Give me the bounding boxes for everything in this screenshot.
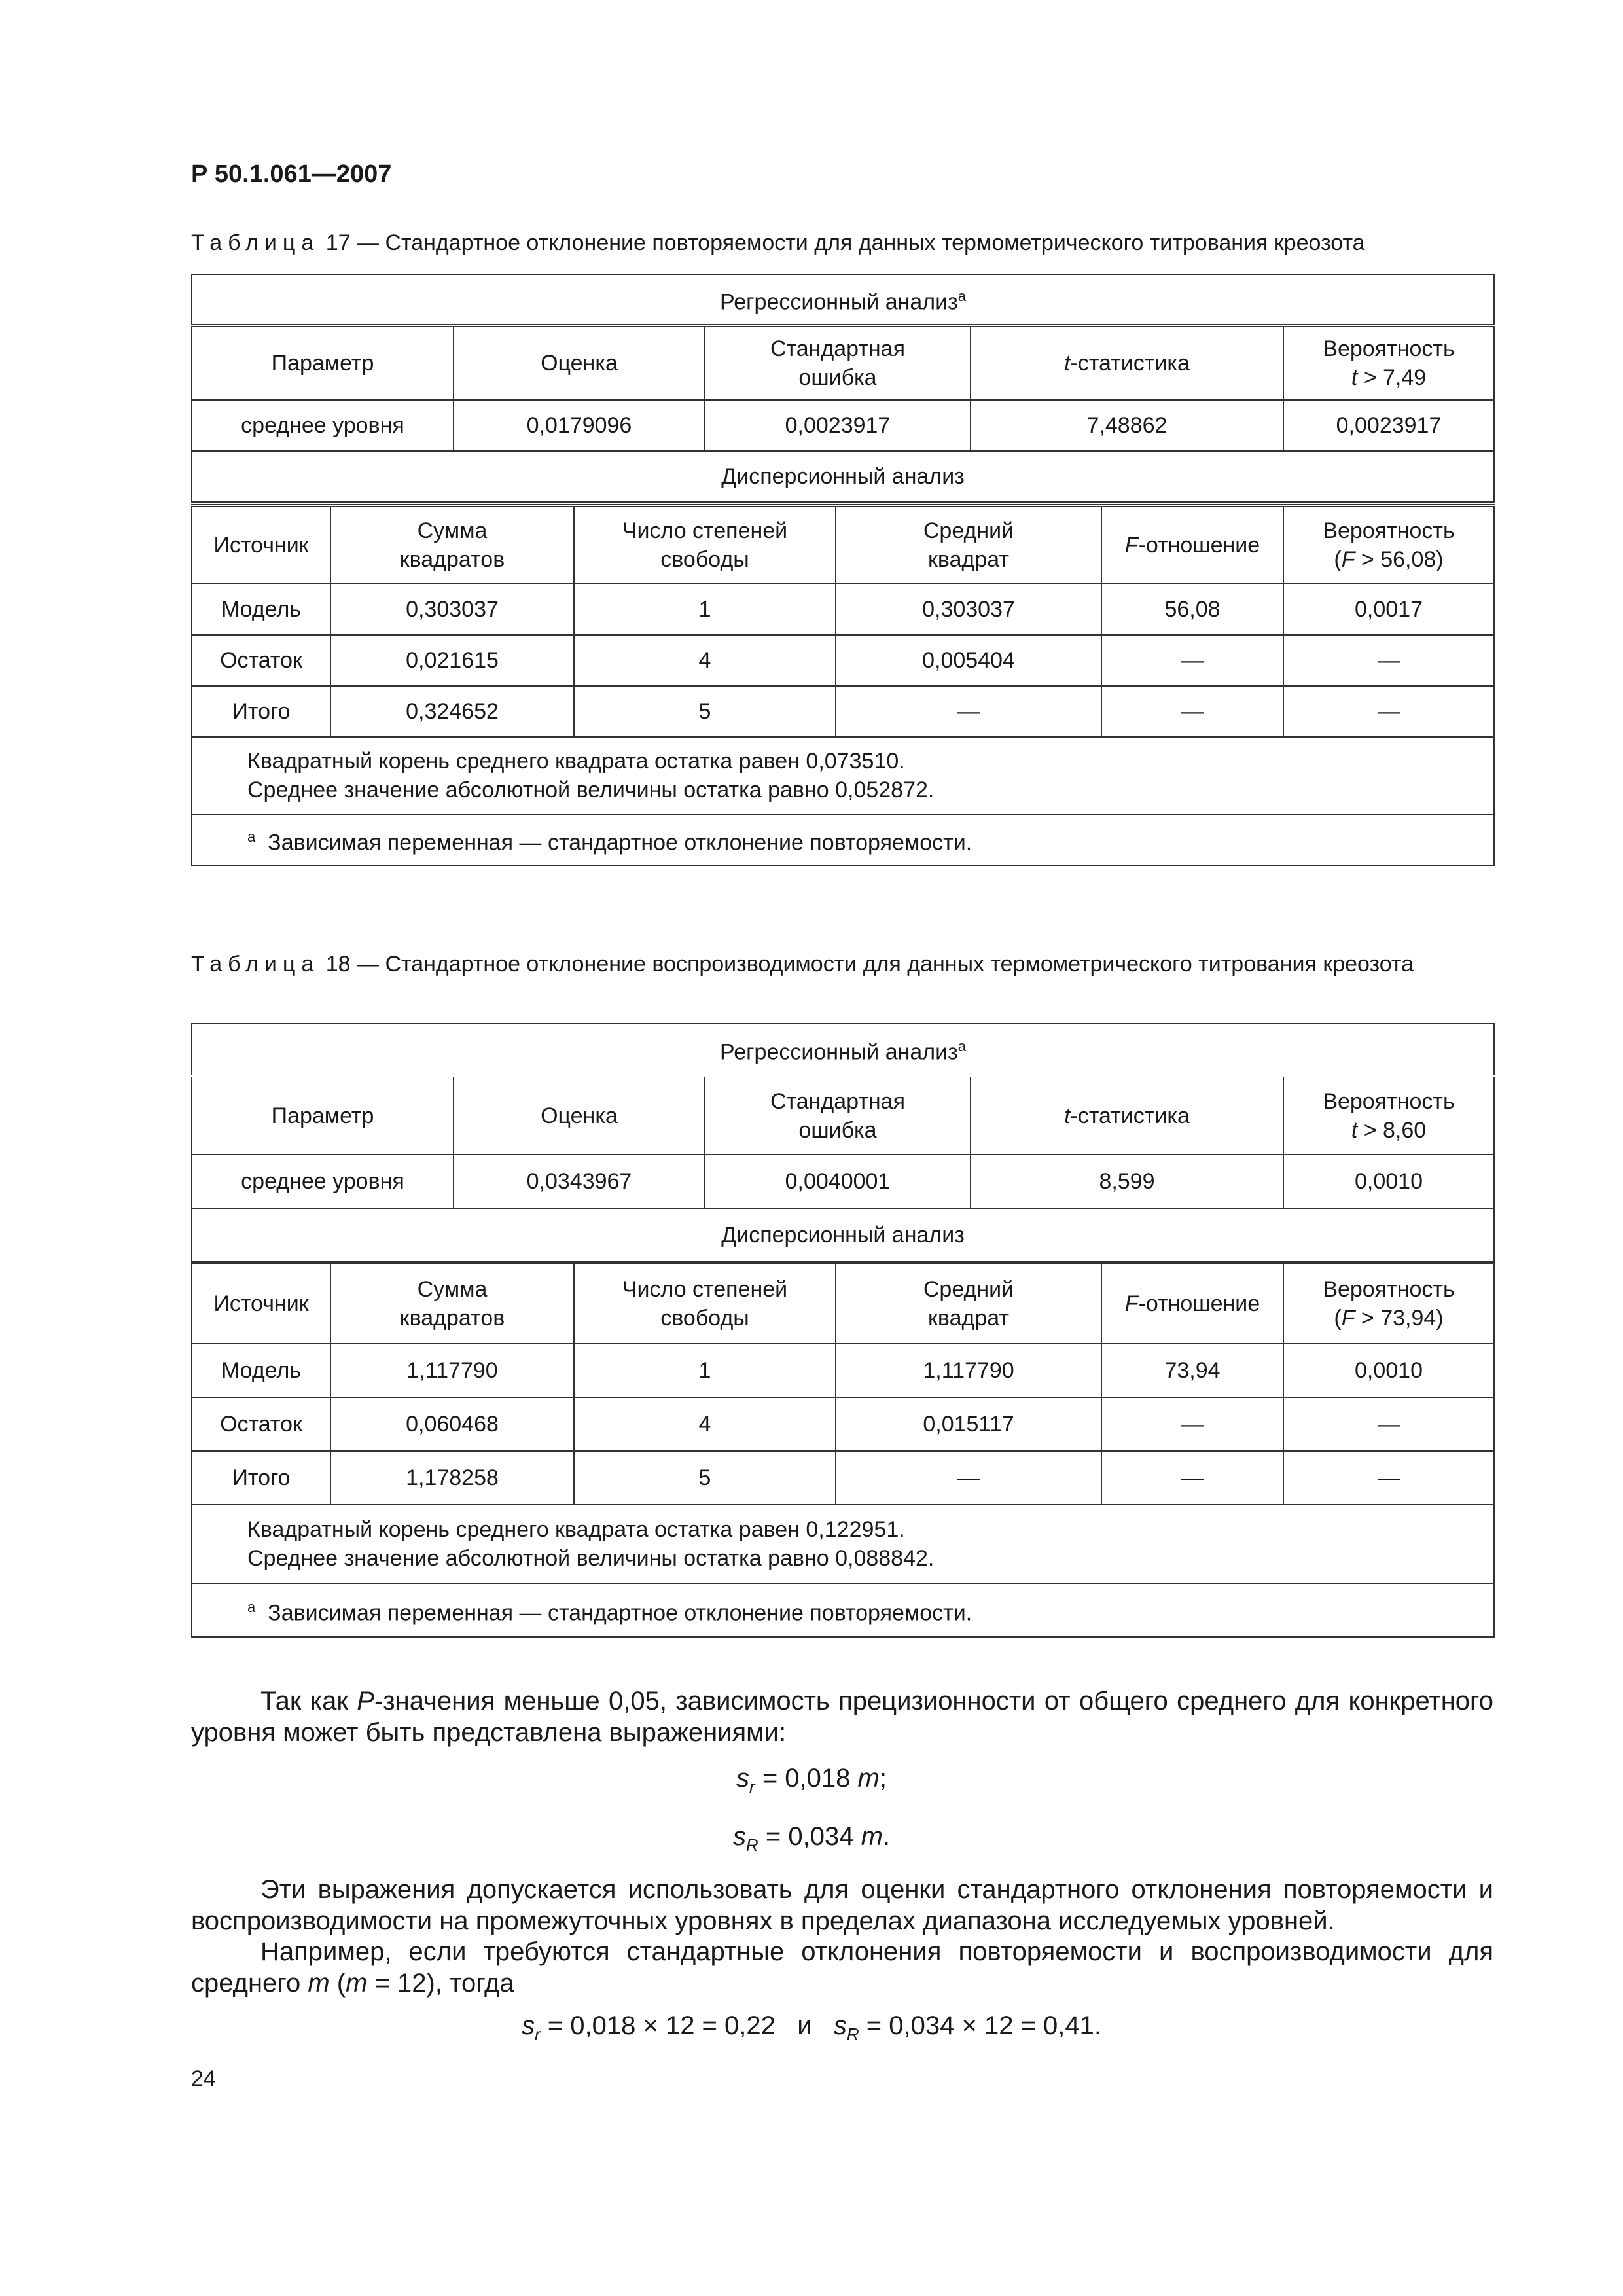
table17-row1-ss: 0,021615 — [330, 635, 574, 686]
table18-caption-label: Таблица — [191, 952, 320, 977]
table18-row2-f: — — [1101, 1451, 1283, 1505]
table18-ss-header: Сумма квадратов — [330, 1263, 574, 1344]
table18-row0-p: 0,0010 — [1283, 1344, 1494, 1397]
table17-t-stat-header: t-статистика — [971, 325, 1283, 400]
table17-estimate-header: Оценка — [454, 325, 705, 400]
table17-param-header: Параметр — [192, 325, 454, 400]
formula-sr: $s_r = 0,018$ m; — [736, 1764, 887, 1797]
table17-row2-ms: — — [836, 686, 1101, 737]
table17-row1-source: Остаток — [192, 635, 330, 686]
table17-reg-estimate: 0,0179096 — [454, 400, 705, 451]
table18-row2-ss: 1,178258 — [330, 1451, 574, 1505]
table18-reg-param: среднее уровня — [192, 1155, 454, 1208]
table18-ms-header: Средний квадрат — [836, 1263, 1101, 1344]
table18-caption-text: 18 — Стандартное отклонение воспроизводимости для данных термометрического титрования креозота — [325, 952, 1414, 977]
table17-reg-t: 7,48862 — [971, 400, 1283, 451]
table17-row2-source: Итого — [192, 686, 330, 737]
table18-caption — [191, 949, 1493, 979]
table18-reg-t: 8,599 — [971, 1155, 1283, 1208]
table17-reg-param: среднее уровня — [192, 400, 454, 451]
table18-reg-estimate: 0,0343967 — [454, 1155, 705, 1208]
table-row — [192, 584, 1494, 635]
table17-note: Квадратный корень среднего квадрата остатка равен 0,073510. Среднее значение абсолютной величины остатка равно 0,052872. — [192, 737, 1494, 814]
table18-row1-p: — — [1283, 1397, 1494, 1451]
table18-anova-prob-header: Вероятность (F > 73,94) — [1283, 1263, 1494, 1344]
table17-row1-df: 4 — [574, 635, 836, 686]
table18-anova-title: Дисперсионный анализ — [192, 1208, 1494, 1262]
table18-f-header: F-отношение — [1101, 1263, 1283, 1344]
table18-estimate-header: Оценка — [454, 1076, 705, 1155]
table18-regression-footnote-mark: a — [957, 1038, 966, 1055]
table17-row1-p: — — [1283, 635, 1494, 686]
table17-df-header: Число степеней свободы — [574, 505, 836, 584]
table17-std-error-header: Стандартная ошибка — [705, 325, 971, 400]
table17-caption-text: 17 — Стандартное отклонение повторяемости для данных термометрического титрования креозота — [325, 230, 1365, 255]
table17-row1-f: — — [1101, 635, 1283, 686]
table17-regression-title-row: Регрессионный анализ$^a$ — [192, 274, 1494, 325]
table18-row2-df: 5 — [574, 1451, 836, 1505]
page-number: 24 — [191, 2066, 216, 2091]
table18-reg-prob: 0,0010 — [1283, 1155, 1494, 1208]
paragraph-p-values: Так как Р-значения меньше 0,05, зависимость прецизионности от общего среднего для конкретного уровня может быть представлена выражениями: — [191, 1687, 1494, 1747]
formula-example: $s_r = 0,018 \times 12 = 0,22$ и $s_R = 0,034 \times 12 = 0,41$. — [522, 2011, 1101, 2044]
table18-reg-se: 0,0040001 — [705, 1155, 971, 1208]
table18-row2-ms: — — [836, 1451, 1101, 1505]
table17-anova-prob-header: Вероятность (F > 56,08) — [1283, 505, 1494, 584]
table18-df-header: Число степеней свободы — [574, 1263, 836, 1344]
table17-anova-title: Дисперсионный анализ — [192, 451, 1494, 502]
table-row — [192, 1344, 1494, 1397]
table17-caption — [191, 228, 1493, 258]
table-row — [192, 686, 1494, 737]
table18-row0-f: 73,94 — [1101, 1344, 1283, 1397]
table18-row1-f: — — [1101, 1397, 1283, 1451]
table17-row0-f: 56,08 — [1101, 584, 1283, 635]
table17-footnote: $^a$ Зависимая переменная — стандартное отклонение повторяемости. — [192, 814, 1494, 865]
table17-row2-df: 5 — [574, 686, 836, 737]
table17-row0-ms: 0,303037 — [836, 584, 1101, 635]
table17-reg-prob: 0,0023917 — [1283, 400, 1494, 451]
table18-row1-ms: 0,015117 — [836, 1397, 1101, 1451]
table18-row1-source: Остаток — [192, 1397, 330, 1451]
table17-caption-label: Таблица — [191, 230, 320, 255]
table17-reg-se: 0,0023917 — [705, 400, 971, 451]
table17-row0-source: Модель — [192, 584, 330, 635]
table18-source-header: Источник — [192, 1263, 330, 1344]
formula-sR: $s_R = 0,034$ m. — [732, 1822, 891, 1855]
table18-grid — [191, 1023, 1495, 1263]
table-row — [192, 1397, 1494, 1451]
table17-prob-header: Вероятность t > 7,49 — [1283, 325, 1494, 400]
table17-row2-f: — — [1101, 686, 1283, 737]
table17-grid — [191, 274, 1495, 503]
table17-f-header: F-отношение — [1101, 505, 1283, 584]
table18-row2-p: — — [1283, 1451, 1494, 1505]
table18-prob-header: Вероятность t > 8,60 — [1283, 1076, 1494, 1155]
table18-std-error-header: Стандартная ошибка — [705, 1076, 971, 1155]
table18-row0-source: Модель — [192, 1344, 330, 1397]
table18-footnote: $^a$ Зависимая переменная — стандартное отклонение повторяемости. — [192, 1583, 1494, 1637]
table-row — [192, 1451, 1494, 1505]
table17-row0-ss: 0,303037 — [330, 584, 574, 635]
table18-row2-source: Итого — [192, 1451, 330, 1505]
table17-ss-header: Сумма квадратов — [330, 505, 574, 584]
document-code: Р 50.1.061—2007 — [191, 160, 392, 188]
table18-row0-ms: 1,117790 — [836, 1344, 1101, 1397]
table17-row0-df: 1 — [574, 584, 836, 635]
table-row — [192, 635, 1494, 686]
table18-anova — [191, 1261, 1495, 1638]
table17-row2-p: — — [1283, 686, 1494, 737]
table18-regression-title: Регрессионный анализ$^a$ — [192, 1024, 1494, 1076]
table17-row0-p: 0,0017 — [1283, 584, 1494, 635]
table18-row0-ss: 1,117790 — [330, 1344, 574, 1397]
table18-row0-df: 1 — [574, 1344, 836, 1397]
table17-anova — [191, 504, 1495, 866]
table17-ms-header: Средний квадрат — [836, 505, 1101, 584]
table18-t-stat-header: t-статистика — [971, 1076, 1283, 1155]
table18-row1-ss: 0,060468 — [330, 1397, 574, 1451]
table17-source-header: Источник — [192, 505, 330, 584]
table18-row1-df: 4 — [574, 1397, 836, 1451]
paragraph-example: Например, если требуются стандартные отклонения повторяемости и воспроизводимости для среднего m (m = 12), тогда — [191, 1937, 1493, 1998]
paragraph-usage: Эти выражения допускается использовать для оценки стандартного отклонения повторяемости и воспроизводимости на промежуточных уровнях в пределах диапазона исследуемых уровней. — [191, 1875, 1493, 1935]
table18-note: Квадратный корень среднего квадрата остатка равен 0,122951. Среднее значение абсолютной величины остатка равно 0,088842. — [192, 1505, 1494, 1583]
table18-param-header: Параметр — [192, 1076, 454, 1155]
table17-row1-ms: 0,005404 — [836, 635, 1101, 686]
table17-row2-ss: 0,324652 — [330, 686, 574, 737]
